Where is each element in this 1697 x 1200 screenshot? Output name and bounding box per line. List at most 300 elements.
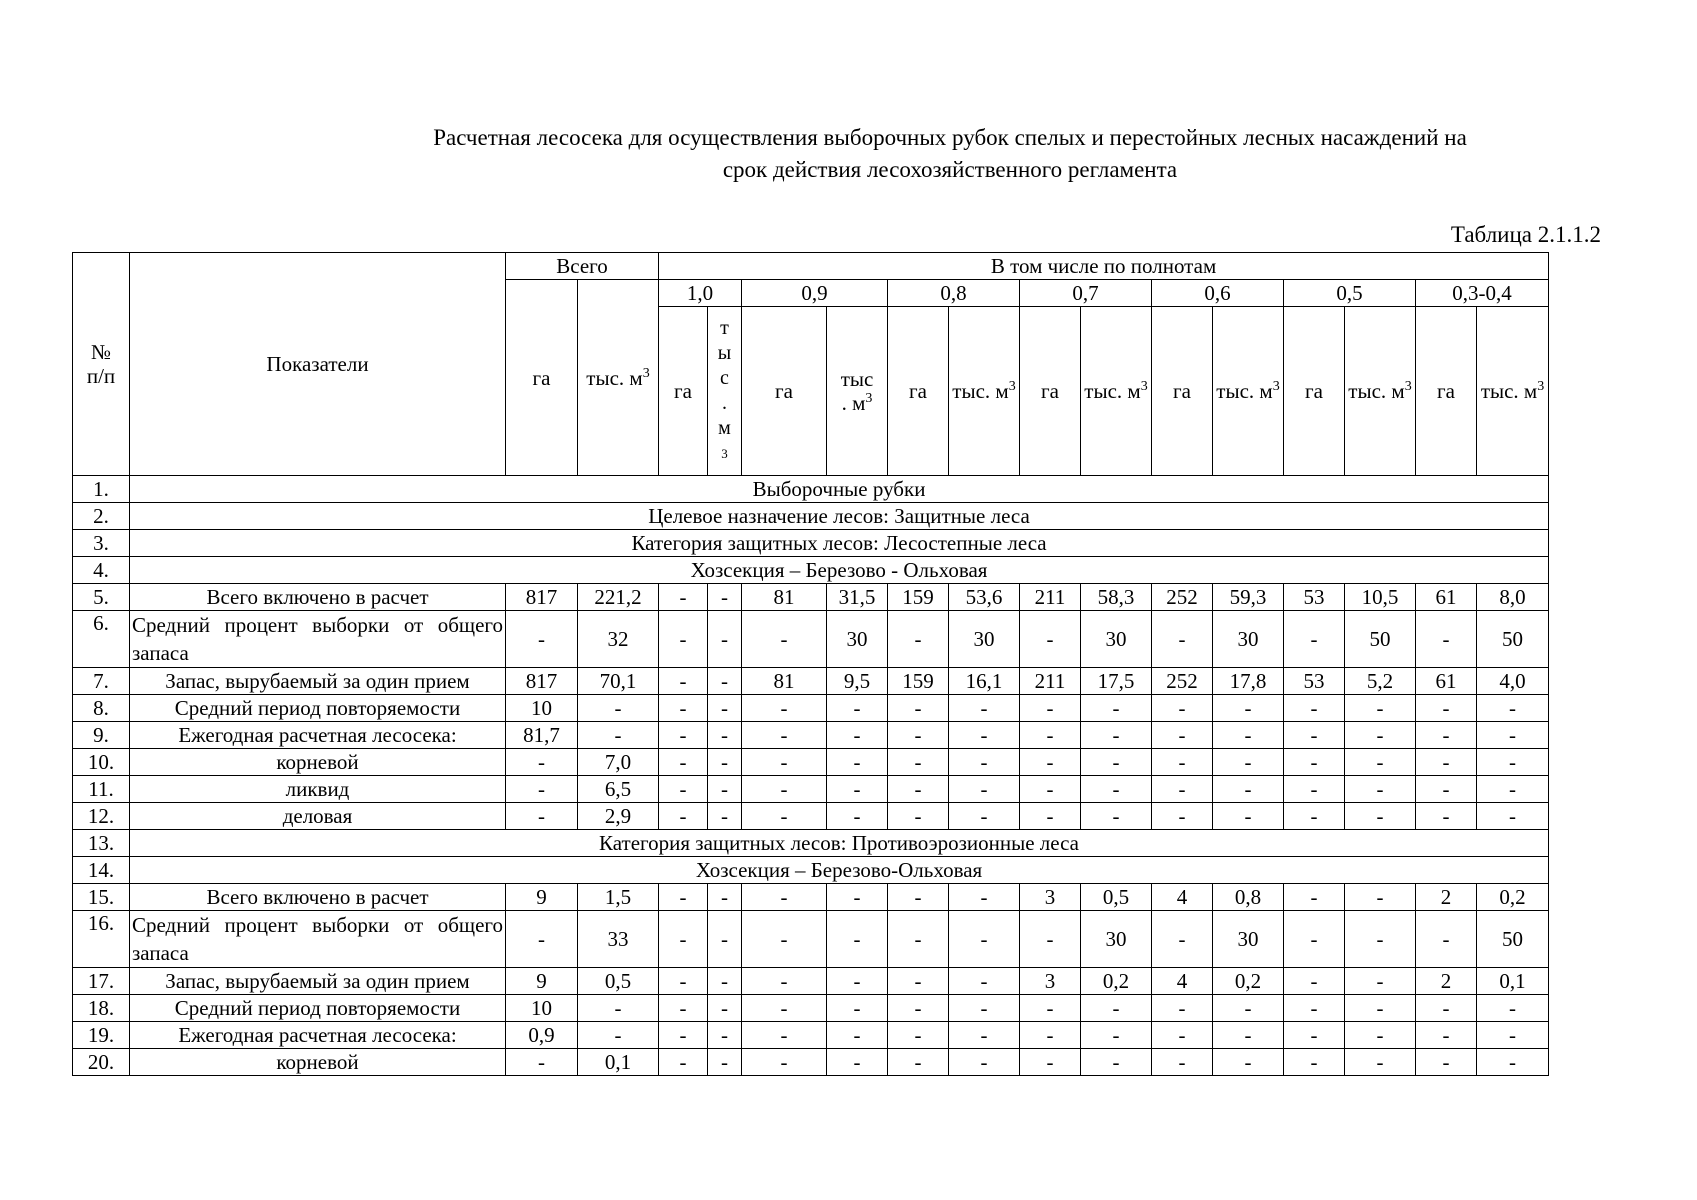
value-cell: - <box>1477 722 1549 749</box>
row-number: 2. <box>73 503 130 530</box>
value-cell: - <box>827 995 888 1022</box>
value-cell: - <box>708 611 742 668</box>
value-cell: - <box>949 884 1020 911</box>
value-cell: - <box>949 1022 1020 1049</box>
value-cell: - <box>888 1022 949 1049</box>
section-row <box>73 557 1549 584</box>
value-cell: - <box>888 776 949 803</box>
value-cell: 30 <box>949 611 1020 668</box>
value-cell: - <box>1477 749 1549 776</box>
value-cell: 0,5 <box>1081 884 1152 911</box>
value-cell: 17,5 <box>1081 668 1152 695</box>
section-title: Хозсекция – Березово-Ольховая <box>130 857 1549 884</box>
row-number: 19. <box>73 1022 130 1049</box>
section-title: Выборочные рубки <box>130 476 1549 503</box>
value-cell: 0,8 <box>1213 884 1284 911</box>
value-cell: 0,2 <box>1213 968 1284 995</box>
row-number: 12. <box>73 803 130 830</box>
section-row <box>73 476 1549 503</box>
value-cell: - <box>1477 1049 1549 1076</box>
header-number-line-2: п/п <box>86 364 116 388</box>
value-cell: - <box>708 911 742 968</box>
value-cell: - <box>742 722 827 749</box>
header-number-line-1: № <box>90 340 112 364</box>
value-cell: - <box>949 776 1020 803</box>
header-d5-volume-label: тыс. м <box>1348 379 1405 403</box>
row-number: 18. <box>73 995 130 1022</box>
value-cell: - <box>1284 776 1345 803</box>
value-cell: - <box>1020 995 1081 1022</box>
section-title: Целевое назначение лесов: Защитные леса <box>130 503 1549 530</box>
value-cell: 0,2 <box>1477 884 1549 911</box>
header-d2-volume-sup: 3 <box>1008 379 1016 394</box>
row-label: Всего включено в расчет <box>130 584 506 611</box>
value-cell: - <box>742 695 827 722</box>
value-cell: 7,0 <box>578 749 659 776</box>
value-cell: 0,9 <box>506 1022 578 1049</box>
value-cell: - <box>578 695 659 722</box>
vertical-char-0: т <box>720 317 729 339</box>
value-cell: - <box>827 749 888 776</box>
header-d6-ha: га <box>1416 307 1477 476</box>
table-row <box>73 695 1549 722</box>
value-cell: - <box>1152 695 1213 722</box>
value-cell: 817 <box>506 584 578 611</box>
vertical-char-5: 3 <box>721 446 728 461</box>
value-cell: 53 <box>1284 668 1345 695</box>
value-cell: - <box>1477 695 1549 722</box>
row-label: Средний процент выборки от общего запаса <box>130 611 506 668</box>
value-cell: - <box>1345 995 1416 1022</box>
value-cell: 50 <box>1477 911 1549 968</box>
value-cell: - <box>659 584 708 611</box>
value-cell: 211 <box>1020 584 1081 611</box>
value-cell: - <box>827 1049 888 1076</box>
value-cell: 32 <box>578 611 659 668</box>
value-cell: 30 <box>1213 911 1284 968</box>
value-cell: - <box>1081 1049 1152 1076</box>
value-cell: - <box>888 911 949 968</box>
value-cell: - <box>1152 611 1213 668</box>
header-d2-volume-label: тыс. м <box>952 379 1009 403</box>
value-cell: - <box>708 1049 742 1076</box>
value-cell: - <box>888 968 949 995</box>
title-line-2: срок действия лесохозяйственного регламента <box>722 157 1178 182</box>
value-cell: - <box>1020 722 1081 749</box>
table-caption: Таблица 2.1.1.2 <box>1450 222 1601 247</box>
header-d6-volume-label: тыс. м <box>1480 379 1538 403</box>
value-cell: - <box>888 749 949 776</box>
value-cell: 3 <box>1020 968 1081 995</box>
value-cell: - <box>1284 1049 1345 1076</box>
value-cell: 9 <box>506 968 578 995</box>
value-cell: - <box>1477 803 1549 830</box>
value-cell: - <box>1152 776 1213 803</box>
value-cell: - <box>578 722 659 749</box>
table-row <box>73 968 1549 995</box>
header-d6-volume-sup: 3 <box>1537 379 1545 394</box>
row-number: 11. <box>73 776 130 803</box>
row-number: 10. <box>73 749 130 776</box>
table-row <box>73 911 1549 968</box>
value-cell: 2 <box>1416 884 1477 911</box>
section-title: Хозсекция – Березово - Ольховая <box>130 557 1549 584</box>
value-cell: - <box>1081 695 1152 722</box>
header-d1-ha: га <box>742 307 827 476</box>
table-row <box>73 1022 1549 1049</box>
header-total-volume-sup: 3 <box>642 365 650 381</box>
value-cell: - <box>827 722 888 749</box>
header-density-0: 1,0 <box>659 280 742 307</box>
value-cell: - <box>659 1022 708 1049</box>
value-cell: 6,5 <box>578 776 659 803</box>
value-cell: - <box>1020 749 1081 776</box>
header-d4-volume-sup: 3 <box>1272 379 1280 394</box>
value-cell: - <box>1416 911 1477 968</box>
value-cell: - <box>1213 695 1284 722</box>
value-cell: - <box>659 776 708 803</box>
value-cell: - <box>506 911 578 968</box>
header-total-volume-label: тыс. м <box>586 365 643 390</box>
value-cell: - <box>1020 695 1081 722</box>
header-d1-volume-line-1: тыс <box>840 367 874 391</box>
value-cell: - <box>1477 995 1549 1022</box>
value-cell: - <box>888 995 949 1022</box>
value-cell: 70,1 <box>578 668 659 695</box>
value-cell: - <box>949 1049 1020 1076</box>
header-density-2: 0,8 <box>888 280 1020 307</box>
value-cell: - <box>708 995 742 1022</box>
value-cell: - <box>827 776 888 803</box>
value-cell: - <box>949 803 1020 830</box>
value-cell: - <box>1081 803 1152 830</box>
value-cell: 61 <box>1416 668 1477 695</box>
value-cell: 0,1 <box>1477 968 1549 995</box>
value-cell: 9 <box>506 884 578 911</box>
value-cell: - <box>1284 749 1345 776</box>
table-row <box>73 803 1549 830</box>
header-density-4: 0,6 <box>1152 280 1284 307</box>
value-cell: - <box>1213 1049 1284 1076</box>
value-cell: 8,0 <box>1477 584 1549 611</box>
table-row <box>73 611 1549 668</box>
value-cell: 81 <box>742 584 827 611</box>
value-cell: - <box>1020 1022 1081 1049</box>
row-number: 9. <box>73 722 130 749</box>
header-density-6: 0,3-0,4 <box>1416 280 1549 307</box>
value-cell: - <box>742 749 827 776</box>
value-cell: - <box>1416 995 1477 1022</box>
row-number: 13. <box>73 830 130 857</box>
document-title <box>250 122 1650 186</box>
value-cell: - <box>1213 749 1284 776</box>
value-cell: - <box>742 968 827 995</box>
row-number: 3. <box>73 530 130 557</box>
value-cell: - <box>1345 695 1416 722</box>
value-cell: 10 <box>506 995 578 1022</box>
row-label: корневой <box>130 749 506 776</box>
header-by-density: В том числе по полнотам <box>659 253 1549 280</box>
value-cell: 30 <box>1081 911 1152 968</box>
header-d2-ha: га <box>888 307 949 476</box>
vertical-char-2: с <box>720 367 729 389</box>
value-cell: - <box>1416 749 1477 776</box>
value-cell: - <box>708 584 742 611</box>
value-cell: - <box>1284 911 1345 968</box>
row-number: 6. <box>73 611 130 668</box>
value-cell: 252 <box>1152 584 1213 611</box>
value-cell: 0,2 <box>1081 968 1152 995</box>
value-cell: - <box>888 722 949 749</box>
value-cell: 4 <box>1152 884 1213 911</box>
value-cell: - <box>1477 776 1549 803</box>
value-cell: - <box>1345 749 1416 776</box>
header-d2-volume <box>949 307 1020 476</box>
row-label: Запас, вырубаемый за один прием <box>130 668 506 695</box>
vertical-char-1: ы <box>717 342 732 364</box>
value-cell: 10,5 <box>1345 584 1416 611</box>
value-cell: - <box>1345 803 1416 830</box>
section-row <box>73 830 1549 857</box>
value-cell: - <box>1152 911 1213 968</box>
header-d0-volume-vertical <box>708 307 742 476</box>
value-cell: 2 <box>1416 968 1477 995</box>
value-cell: - <box>827 803 888 830</box>
row-number: 5. <box>73 584 130 611</box>
header-d6-volume <box>1477 307 1549 476</box>
row-label: ликвид <box>130 776 506 803</box>
value-cell: - <box>659 911 708 968</box>
value-cell: - <box>742 884 827 911</box>
table-row <box>73 668 1549 695</box>
value-cell: - <box>1152 995 1213 1022</box>
row-number: 8. <box>73 695 130 722</box>
value-cell: - <box>1284 884 1345 911</box>
value-cell: - <box>1284 722 1345 749</box>
value-cell: 53,6 <box>949 584 1020 611</box>
value-cell: - <box>1284 695 1345 722</box>
value-cell: - <box>1020 911 1081 968</box>
value-cell: - <box>1416 1049 1477 1076</box>
value-cell: - <box>1152 803 1213 830</box>
value-cell: 211 <box>1020 668 1081 695</box>
section-title: Категория защитных лесов: Противоэрозионные леса <box>130 830 1549 857</box>
header-density-1: 0,9 <box>742 280 888 307</box>
row-number: 7. <box>73 668 130 695</box>
row-number: 14. <box>73 857 130 884</box>
value-cell: - <box>1477 1022 1549 1049</box>
value-cell: 50 <box>1345 611 1416 668</box>
value-cell: 3 <box>1020 884 1081 911</box>
row-number: 1. <box>73 476 130 503</box>
value-cell: - <box>1020 611 1081 668</box>
value-cell: - <box>659 1049 708 1076</box>
value-cell: - <box>1284 995 1345 1022</box>
value-cell: - <box>827 1022 888 1049</box>
header-d4-ha: га <box>1152 307 1213 476</box>
value-cell: - <box>1345 911 1416 968</box>
value-cell: - <box>1345 968 1416 995</box>
value-cell: - <box>742 911 827 968</box>
value-cell: - <box>949 911 1020 968</box>
value-cell: 30 <box>1213 611 1284 668</box>
value-cell: - <box>578 995 659 1022</box>
value-cell: - <box>1020 776 1081 803</box>
value-cell: - <box>506 749 578 776</box>
value-cell: - <box>578 1022 659 1049</box>
value-cell: - <box>659 749 708 776</box>
vertical-char-3: . <box>722 392 727 414</box>
value-cell: - <box>888 611 949 668</box>
header-d4-volume-label: тыс. м <box>1216 379 1273 403</box>
value-cell: 59,3 <box>1213 584 1284 611</box>
value-cell: - <box>506 776 578 803</box>
header-total: Всего <box>506 253 659 280</box>
value-cell: - <box>506 803 578 830</box>
header-d5-volume <box>1345 307 1416 476</box>
value-cell: - <box>888 1049 949 1076</box>
value-cell: - <box>659 884 708 911</box>
value-cell: - <box>708 749 742 776</box>
value-cell: - <box>1345 1049 1416 1076</box>
header-d1-volume <box>827 307 888 476</box>
table-row <box>73 995 1549 1022</box>
value-cell: - <box>742 1049 827 1076</box>
value-cell: - <box>949 695 1020 722</box>
value-cell: - <box>949 968 1020 995</box>
value-cell: - <box>506 611 578 668</box>
value-cell: - <box>1416 695 1477 722</box>
value-cell: - <box>1416 803 1477 830</box>
value-cell: - <box>888 884 949 911</box>
row-label: Всего включено в расчет <box>130 884 506 911</box>
value-cell: 0,1 <box>578 1049 659 1076</box>
value-cell: - <box>1345 1022 1416 1049</box>
value-cell: - <box>659 611 708 668</box>
table-row <box>73 584 1549 611</box>
header-d3-volume <box>1081 307 1152 476</box>
value-cell: 31,5 <box>827 584 888 611</box>
row-number: 20. <box>73 1049 130 1076</box>
row-label: Средний период повторяемости <box>130 995 506 1022</box>
value-cell: 16,1 <box>949 668 1020 695</box>
value-cell: - <box>1345 884 1416 911</box>
header-number-cell <box>73 253 130 476</box>
value-cell: - <box>1081 1022 1152 1049</box>
table-row <box>73 1049 1549 1076</box>
value-cell: - <box>1152 722 1213 749</box>
value-cell: - <box>742 1022 827 1049</box>
header-d3-volume-label: тыс. м <box>1084 379 1141 403</box>
vertical-char-4: м <box>718 417 731 439</box>
value-cell: 159 <box>888 584 949 611</box>
header-total-volume <box>578 280 659 476</box>
value-cell: - <box>827 911 888 968</box>
value-cell: 17,8 <box>1213 668 1284 695</box>
value-cell: - <box>1020 803 1081 830</box>
value-cell: - <box>742 611 827 668</box>
value-cell: 30 <box>1081 611 1152 668</box>
row-number: 15. <box>73 884 130 911</box>
value-cell: - <box>506 1049 578 1076</box>
value-cell: - <box>708 722 742 749</box>
value-cell: - <box>1081 722 1152 749</box>
value-cell: 2,9 <box>578 803 659 830</box>
value-cell: - <box>949 995 1020 1022</box>
value-cell: - <box>1020 1049 1081 1076</box>
value-cell: 30 <box>827 611 888 668</box>
header-d5-volume-sup: 3 <box>1404 379 1412 394</box>
header-d3-ha: га <box>1020 307 1081 476</box>
value-cell: - <box>708 668 742 695</box>
value-cell: - <box>1416 1022 1477 1049</box>
value-cell: - <box>1284 1022 1345 1049</box>
value-cell: 817 <box>506 668 578 695</box>
section-row <box>73 530 1549 557</box>
value-cell: - <box>708 776 742 803</box>
value-cell: 10 <box>506 695 578 722</box>
header-indicators: Показатели <box>130 253 506 476</box>
row-label: деловая <box>130 803 506 830</box>
value-cell: - <box>659 695 708 722</box>
row-label: Средний период повторяемости <box>130 695 506 722</box>
value-cell: 4 <box>1152 968 1213 995</box>
header-row-1 <box>73 253 1549 280</box>
value-cell: - <box>827 884 888 911</box>
value-cell: 4,0 <box>1477 668 1549 695</box>
value-cell: - <box>659 803 708 830</box>
value-cell: - <box>949 749 1020 776</box>
value-cell: - <box>888 803 949 830</box>
value-cell: - <box>827 695 888 722</box>
header-d1-volume-sup: 3 <box>865 391 873 406</box>
value-cell: - <box>659 968 708 995</box>
header-d1-volume-line-2: . м <box>841 391 866 415</box>
value-cell: - <box>1152 1049 1213 1076</box>
value-cell: - <box>1213 776 1284 803</box>
value-cell: - <box>1152 1022 1213 1049</box>
value-cell: 5,2 <box>1345 668 1416 695</box>
value-cell: 50 <box>1477 611 1549 668</box>
table-row <box>73 776 1549 803</box>
header-d3-volume-sup: 3 <box>1140 379 1148 394</box>
value-cell: - <box>708 968 742 995</box>
value-cell: - <box>1416 611 1477 668</box>
value-cell: 1,5 <box>578 884 659 911</box>
value-cell: - <box>1284 803 1345 830</box>
value-cell: - <box>1416 722 1477 749</box>
header-density-3: 0,7 <box>1020 280 1152 307</box>
value-cell: - <box>742 776 827 803</box>
value-cell: - <box>1213 803 1284 830</box>
value-cell: - <box>1081 749 1152 776</box>
row-number: 17. <box>73 968 130 995</box>
value-cell: - <box>1284 968 1345 995</box>
value-cell: 81,7 <box>506 722 578 749</box>
section-row <box>73 857 1549 884</box>
value-cell: - <box>708 803 742 830</box>
value-cell: 159 <box>888 668 949 695</box>
value-cell: - <box>1213 1022 1284 1049</box>
value-cell: 33 <box>578 911 659 968</box>
value-cell: - <box>708 884 742 911</box>
value-cell: 81 <box>742 668 827 695</box>
value-cell: 221,2 <box>578 584 659 611</box>
value-cell: - <box>742 995 827 1022</box>
header-d5-ha: га <box>1284 307 1345 476</box>
header-density-5: 0,5 <box>1284 280 1416 307</box>
value-cell: - <box>659 668 708 695</box>
